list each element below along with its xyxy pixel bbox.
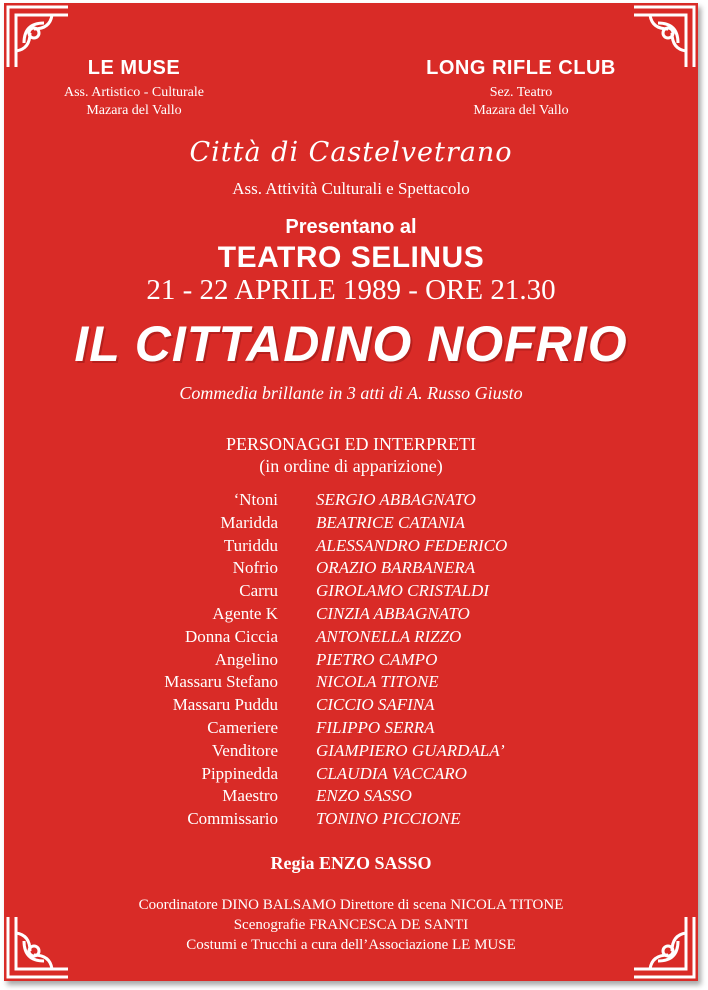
- cast-row: [4, 671, 698, 694]
- cast-role: Carru: [239, 581, 278, 601]
- cast-role: Turiddu: [223, 535, 278, 555]
- cast-actor: ANTONELLA RIZZO: [316, 626, 462, 646]
- cast-actor: ALESSANDRO FEDERICO: [316, 535, 508, 555]
- cast-role: Venditore: [211, 740, 278, 760]
- cast-row: [4, 785, 698, 808]
- presentano-line: Presentano al: [285, 216, 417, 238]
- credits-line: Coordinatore DINO BALSAMO Direttore di scena NICOLA TITONE: [138, 897, 564, 913]
- cast-actor: CICCIO SAFINA: [316, 695, 435, 715]
- cast-heading-line: (in ordine di apparizione): [259, 456, 443, 476]
- cast-row: [4, 557, 698, 580]
- cast-role: Angelino: [214, 649, 278, 669]
- cast-role: Nofrio: [232, 558, 278, 578]
- cast-row: [4, 717, 698, 740]
- cast-actor: ORAZIO BARBANERA: [316, 558, 476, 578]
- cast-role: Maridda: [220, 512, 278, 532]
- cast-row: [4, 535, 698, 558]
- director-line: Regia ENZO SASSO: [270, 853, 432, 873]
- cast-actor: GIAMPIERO GUARDALA’: [316, 740, 505, 760]
- cast-actor: SERGIO ABBAGNATO: [316, 490, 476, 509]
- organizer-line: Mazara del Vallo: [473, 103, 569, 118]
- cast-role: Maestro: [222, 786, 278, 806]
- cast-actor: NICOLA TITONE: [316, 672, 439, 692]
- play-subtitle: Commedia brillante in 3 atti di A. Russo Giusto: [179, 383, 523, 403]
- cast-row: [4, 740, 698, 763]
- cast-actor: GIROLAMO CRISTALDI: [316, 581, 489, 601]
- cast-row: [4, 763, 698, 786]
- cast-actor: TONINO PICCIONE: [316, 809, 461, 829]
- play-title: IL CITTADINO NOFRIO: [74, 316, 628, 372]
- cast-row: [4, 603, 698, 626]
- cast-role: Pippinedda: [201, 763, 278, 783]
- cast-actor: ENZO SASSO: [316, 786, 412, 806]
- cast-row: [4, 808, 698, 831]
- credits: [4, 895, 698, 955]
- organizer-name: LONG RIFLE CLUB: [426, 57, 616, 79]
- cast-list: [4, 489, 698, 831]
- cast-row: [4, 512, 698, 535]
- theatre-name: TEATRO SELINUS: [217, 241, 485, 274]
- organizer-le-muse: [29, 57, 239, 120]
- cast-heading: [4, 433, 698, 477]
- organizer-line: Sez. Teatro: [489, 85, 553, 100]
- cast-row: [4, 489, 698, 512]
- cast-actor: PIETRO CAMPO: [316, 649, 438, 669]
- cast-role: Massaru Puddu: [172, 695, 278, 715]
- credits-line: Costumi e Trucchi a cura dell’Associazione LE MUSE: [186, 937, 516, 953]
- organizer-long-rifle-club: [396, 57, 646, 120]
- cast-actor: BEATRICE CATANIA: [316, 512, 466, 532]
- cast-role: Massaru Stefano: [164, 672, 278, 692]
- association-line: Ass. Attività Culturali e Spettacolo: [232, 179, 470, 198]
- organizer-name: LE MUSE: [87, 57, 181, 79]
- cast-role: ‘Ntoni: [233, 490, 278, 509]
- organizer-line: Mazara del Vallo: [86, 103, 182, 118]
- cast-row: [4, 649, 698, 672]
- cast-role: Agente K: [212, 603, 278, 623]
- cast-role: Commissario: [187, 809, 278, 829]
- credits-line: Scenografie FRANCESCA DE SANTI: [233, 917, 469, 933]
- cast-actor: CLAUDIA VACCARO: [316, 763, 467, 783]
- cast-row: [4, 626, 698, 649]
- poster: [4, 3, 698, 981]
- cast-role: Donna Ciccia: [185, 626, 278, 646]
- event-date: 21 - 22 APRILE 1989 - ORE 21.30: [146, 274, 556, 306]
- city-heading: Città di Castelvetrano: [189, 137, 513, 168]
- organizer-line: Ass. Artistico - Culturale: [64, 85, 204, 100]
- cast-row: [4, 580, 698, 603]
- cast-role: Cameriere: [207, 717, 278, 737]
- cast-heading-line: PERSONAGGI ED INTERPRETI: [226, 434, 476, 454]
- cast-actor: CINZIA ABBAGNATO: [316, 603, 470, 623]
- cast-row: [4, 694, 698, 717]
- cast-actor: FILIPPO SERRA: [316, 717, 435, 737]
